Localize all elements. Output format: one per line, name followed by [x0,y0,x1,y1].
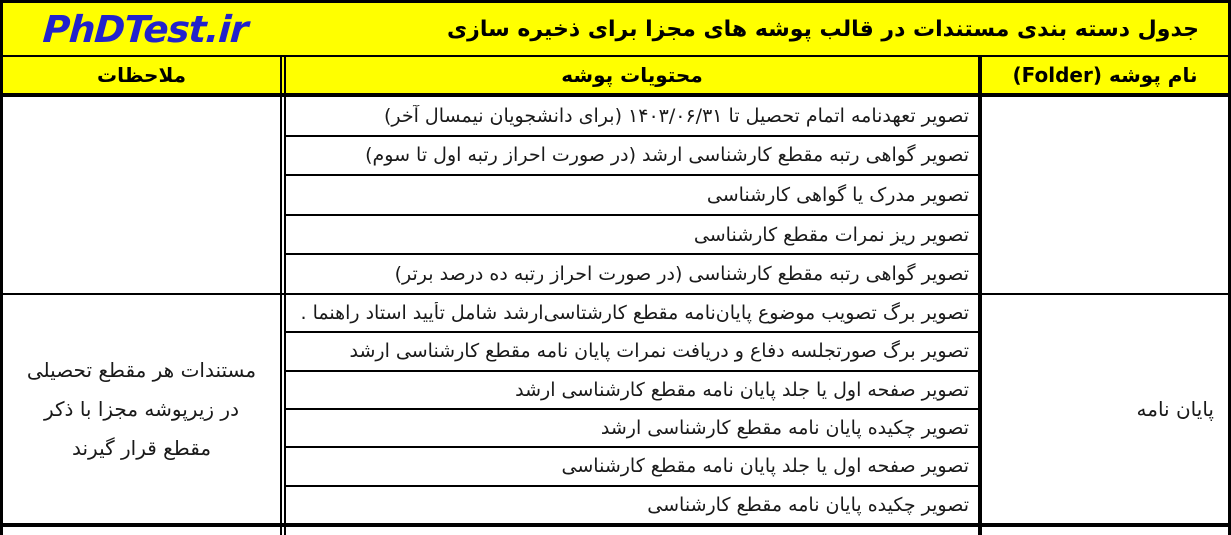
column-divider [978,295,982,523]
phdtest-logo: PhDTest.ir [41,7,250,51]
folder-group-2 [3,295,1228,523]
folder-contents-list [286,295,978,523]
partial-next-row [3,527,1228,535]
table-row [286,255,978,293]
column-divider-double [280,97,286,293]
table-row [286,216,978,256]
content-item: تصویر برگ صورتجلسه دفاع و دریافت نمرات پایان نامه مقطع کارشناسی ارشد [349,340,969,363]
content-item: تصویر مدرک یا گواهی کارشناسی [706,183,969,206]
content-item: تصویر ریز نمرات مقطع کارشناسی [693,223,969,246]
column-divider-double [280,295,286,523]
table-row [286,487,978,523]
page-title: جدول دسته بندی مستندات در قالب پوشه های مجزا برای ذخیره سازی [446,16,1200,42]
logo-cell [3,8,288,51]
table-row [286,295,978,333]
content-item: تصویر صفحه اول یا جلد پایان نامه مقطع کارشناسی [561,455,969,478]
column-divider-double [280,527,286,535]
folder-name-cell [982,527,1228,535]
table-row [286,97,978,137]
table-row [286,137,978,177]
folder-group-1 [3,97,1228,293]
header-folder-contents: محتویات پوشه [561,63,703,87]
content-item: تصویر تعهدنامه اتمام تحصیل تا ۱۴۰۳/۰۶/۳۱ (برای دانشجویان نیمسال آخر) [383,104,969,127]
column-divider [978,57,982,93]
folder-contents-list [286,97,978,293]
content-item: تصویر برگ تصویب موضوع پایان‌نامه مقطع کارشتاسی‌ارشد شامل تأیید استاد راهنما . [300,302,969,325]
notes-cell: مستندات هر مقطع تحصیلی در زیرپوشه مجزا با ذکر مقطع قرار گیرند [26,357,257,460]
content-item: تصویر گواهی رتبه مقطع کارشناسی (در صورت احراز رتبه ده درصد برتر) [394,263,969,286]
column-divider [978,527,982,535]
table-row [286,176,978,216]
header-folder-name: نام پوشه (Folder) [1012,63,1198,87]
notes-cell [3,97,280,293]
folder-name-cell: پایان نامه [1136,397,1214,421]
notes-cell [3,527,280,535]
content-item: تصویر چکیده پایان نامه مقطع کارشناسی ارشد [600,417,969,440]
column-divider [978,97,982,293]
folder-name-cell [982,97,1228,293]
title-row [3,3,1228,55]
column-divider-double [280,57,286,93]
table-row [286,448,978,486]
column-header-row [3,57,1228,93]
table-row [286,410,978,448]
content-item: تصویر صفحه اول یا جلد پایان نامه مقطع کارشناسی ارشد [515,378,969,401]
content-item: تصویر چکیده پایان نامه مقطع کارشناسی [647,493,969,516]
table-row [286,333,978,371]
table-row [286,372,978,410]
folder-contents-list [286,527,978,535]
header-notes: ملاحظات [96,63,187,87]
content-item: تصویر گواهی رتبه مقطع کارشناسی ارشد (در صورت احراز رتبه اول تا سوم) [365,144,969,167]
